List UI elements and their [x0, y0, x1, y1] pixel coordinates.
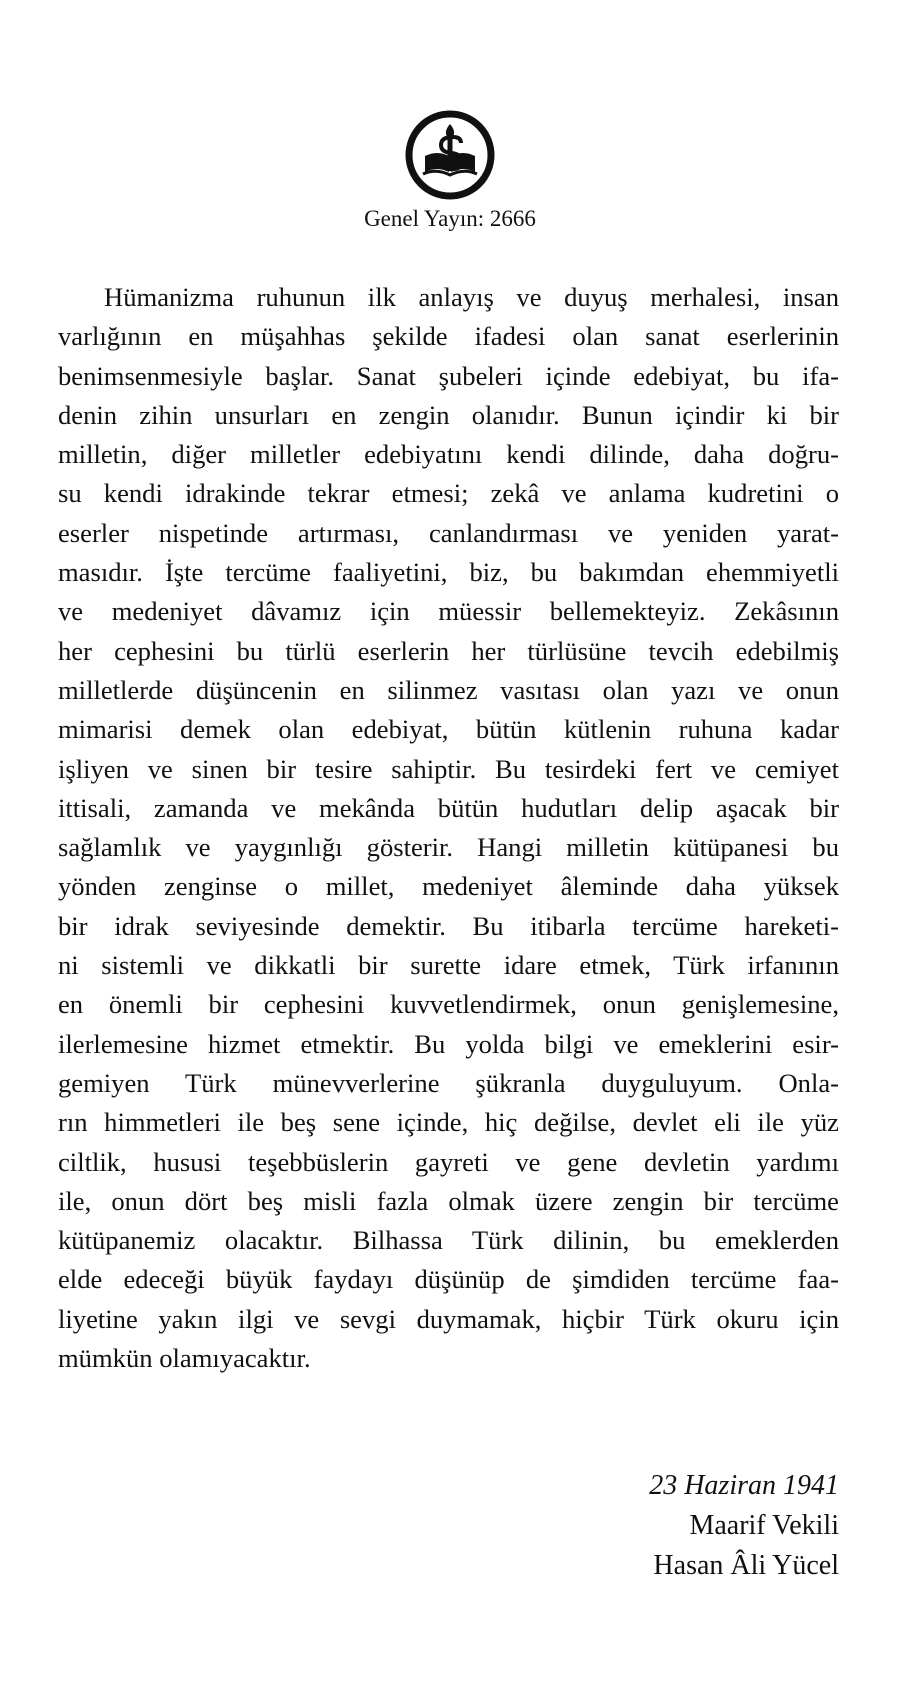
text-line: mimarisi demek olan edebiyat, bütün kütlenin ruhuna kadar	[58, 714, 839, 745]
publication-number: Genel Yayın: 2666	[364, 206, 536, 231]
text-line: gemiyen Türk münevverlerine şükranla duyguluyum. Onla-	[58, 1067, 839, 1098]
preface-text	[58, 278, 839, 1378]
text-line: kütüpanemiz olacaktır. Bilhassa Türk dilinin, bu emeklerden	[58, 1225, 839, 1256]
text-line: liyetine yakın ilgi ve sevgi duymamak, hiçbir Türk okuru için	[58, 1303, 839, 1334]
text-line: her cephesini bu türlü eserlerin her türlüsüne tevcih edebilmiş	[58, 635, 839, 666]
text-line: en önemli bir cephesini kuvvetlendirmek, onun genişlemesine,	[58, 989, 839, 1020]
text-line: su kendi idrakinde tekrar etmesi; zekâ ve anlama kudretini o	[58, 478, 839, 509]
text-line: işliyen ve sinen bir tesire sahiptir. Bu tesirdeki fert ve cemiyet	[58, 753, 839, 784]
text-line: bir idrak seviyesinde demektir. Bu itibarla tercüme hareketi-	[58, 910, 839, 941]
text-line: elde edeceği büyük faydayı düşünüp de şimdiden tercüme faa-	[58, 1264, 839, 1295]
signature-date: 23 Haziran 1941	[649, 1470, 839, 1501]
text-line: ilerlemesine hizmet etmektir. Bu yolda bilgi ve emeklerini esir-	[58, 1028, 839, 1059]
text-line: sağlamlık ve yaygınlığı gösterir. Hangi milletin kütüpanesi bu	[58, 832, 839, 863]
signature-block	[649, 1466, 839, 1586]
text-line: mümkün olamıyacaktır.	[58, 1343, 311, 1374]
text-line: masıdır. İşte tercüme faaliyetini, biz, bu bakımdan ehemmiyetli	[58, 557, 839, 588]
text-line: Hümanizma ruhunun ilk anlayış ve duyuş merhalesi, insan	[104, 282, 839, 312]
text-line: milletin, diğer milletler edebiyatını kendi dilinde, daha doğru-	[58, 439, 839, 470]
text-line: denin zihin unsurları en zengin olanıdır. Bunun içindir ki bir	[58, 399, 839, 430]
maarif-emblem-icon	[405, 110, 495, 200]
text-line: ittisali, zamanda ve mekânda bütün hudutları delip aşacak bir	[58, 792, 839, 823]
text-line: ciltlik, hususi teşebbüslerin gayreti ve gene devletin yardımı	[58, 1146, 839, 1177]
signature-name: Hasan Âli Yücel	[653, 1550, 839, 1581]
text-line: yönden zenginse o millet, medeniyet âleminde daha yüksek	[58, 871, 839, 902]
text-line: rın himmetleri ile beş sene içinde, hiç değilse, devlet eli ile yüz	[58, 1107, 839, 1138]
text-line: ve medeniyet dâvamız için müessir bellemekteyiz. Zekâsının	[58, 596, 839, 627]
signature-role: Maarif Vekili	[689, 1510, 839, 1541]
text-line: benimsenmesiyle başlar. Sanat şubeleri içinde edebiyat, bu ifa-	[58, 360, 839, 391]
text-line: varlığının en müşahhas şekilde ifadesi olan sanat eserlerinin	[58, 321, 839, 352]
text-line: eserler nispetinde artırması, canlandırması ve yeniden yarat-	[58, 517, 839, 548]
text-line: milletlerde düşüncenin en silinmez vasıtası olan yazı ve onun	[58, 674, 839, 705]
text-line: ile, onun dört beş misli fazla olmak üzere zengin bir tercüme	[58, 1185, 839, 1216]
text-line: ni sistemli ve dikkatli bir surette idare etmek, Türk irfanının	[58, 950, 839, 981]
